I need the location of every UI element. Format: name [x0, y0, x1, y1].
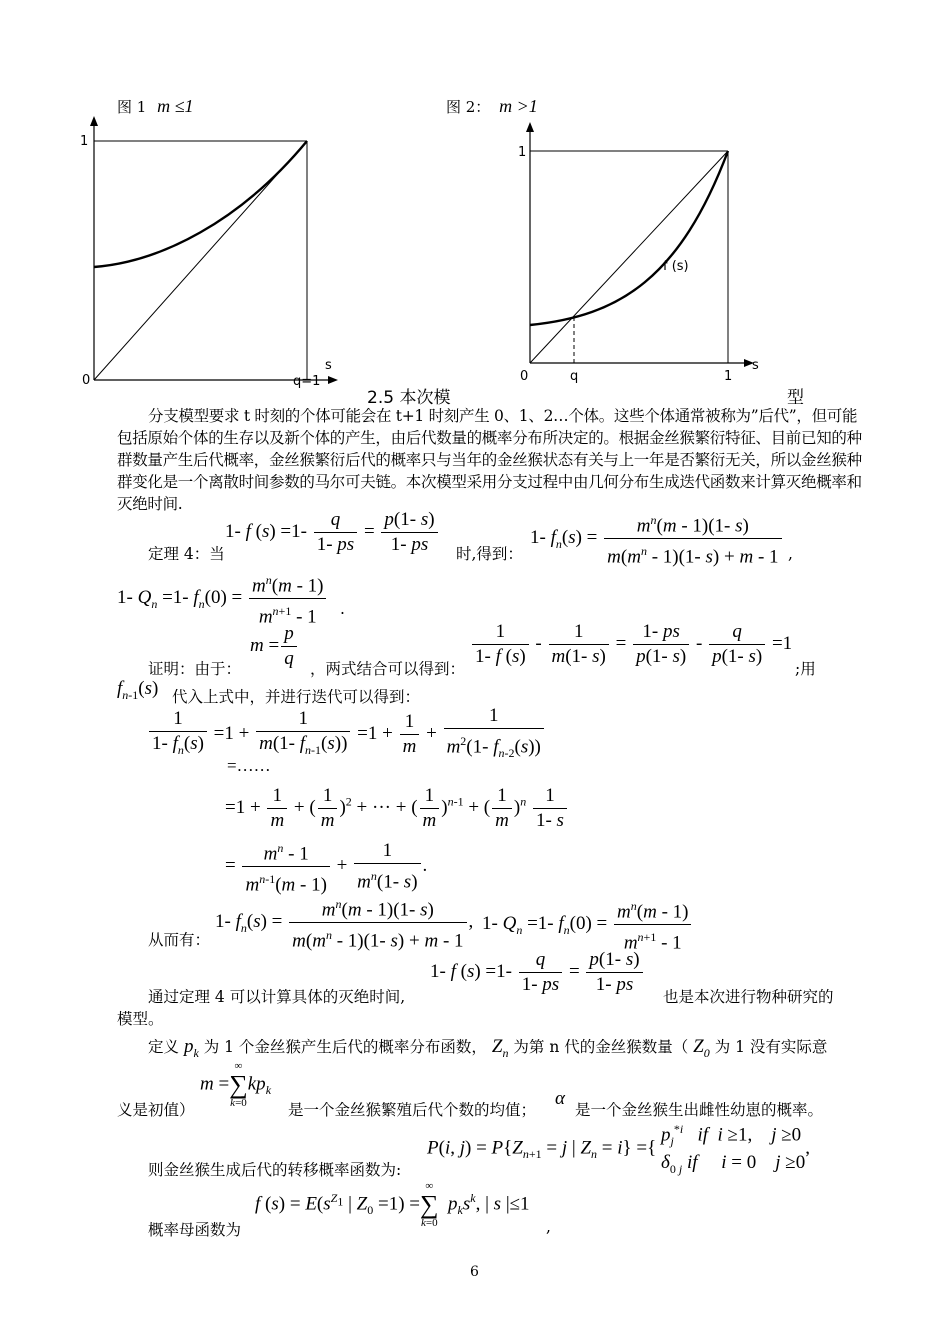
- proof-label: 证明：由于：: [148, 660, 242, 678]
- definition-a: 定义: [148, 1038, 180, 1056]
- figure1-caption-math: m ≤1: [157, 96, 194, 116]
- figure2-fs-curve: [530, 151, 728, 325]
- theorem-mid: 时,得到：: [456, 545, 523, 563]
- figure2-y-arrow: [526, 122, 534, 132]
- pgf-end: ,: [546, 1218, 551, 1236]
- figure1-y-arrow: [90, 116, 98, 126]
- proof-mid: ，两式结合可以得到：: [310, 660, 466, 678]
- definition-alpha: α: [555, 1088, 565, 1109]
- section-heading-right: 型: [787, 388, 804, 408]
- thus-label: 从而有：: [148, 931, 211, 949]
- transition-label: 则金丝猴生成后代的转移概率函数为:: [148, 1161, 402, 1179]
- proof-iteration-3: = $\frac{m^n - 1}{m^{n-1}(m - 1)}$ + $\frac{1}{m^n(1- s)}$ .: [225, 840, 428, 896]
- figure2-plot: [510, 118, 760, 388]
- figure2-caption-prefix: 图 2：: [446, 98, 491, 116]
- figure1-y-tick: 1: [80, 134, 89, 149]
- figure2-curve-label: f (s): [663, 259, 689, 274]
- thus-equation-2: 1- $Q_n =1-$ $f_n(0)$ = $\frac{m^n(m - 1)}{m^{n+1} - 1}$: [482, 894, 693, 956]
- proof-m-equals: m = $\frac{p}{q}$: [250, 622, 299, 671]
- page-number: 6: [470, 1264, 479, 1280]
- definition-g: 是一个金丝猴生出雌性幼崽的概率。: [575, 1101, 824, 1119]
- pgf-label: 概率母函数为: [148, 1221, 242, 1239]
- transition-equation: P(i, $j) = P\{Z_{n+1} = j$ | $Z_n = i$} ={ $p_j^{*i}$ if i ≥1, j ≥0 $\delta_{0 j}$ if i = 0 j ≥0 ,: [427, 1122, 810, 1176]
- definition-e: 义是初值）: [117, 1101, 195, 1119]
- proof-ellipsis: =……: [227, 756, 271, 775]
- proof-iteration-1: $\frac{1}{1- f_n(s)}$ =1 + $\frac{1}{m(1- f_{n-1}(s))}$ =1 + $\frac{1}{m}$ + $\frac{1}{m^2(1- f_{n-2}(s))}$: [147, 704, 546, 765]
- definition-mean-formula: m = ∞ ∑ k=0 $kp_k$: [200, 1060, 272, 1109]
- definition-pk: $p_k$: [183, 1036, 199, 1060]
- conclusion-line2: 模型。: [117, 1010, 164, 1028]
- definition-c: 为第 n 代的金丝猴数量（: [513, 1038, 689, 1056]
- figure1-x-arrow: [328, 376, 338, 384]
- theorem-equation-1: 1- f (s) =1- $\frac{q}{1- ps}$ = $\frac{p(1- s)}{1- ps}$: [225, 508, 440, 557]
- definition-d: 为 1 没有实际意: [714, 1038, 828, 1056]
- figure2-x-label: s: [752, 358, 759, 373]
- theorem-end: ,: [788, 545, 793, 563]
- figure2-x-tick-1: 1: [724, 369, 733, 384]
- proof-f-n-minus-1: $f_{n-1}(s)$: [117, 678, 159, 702]
- proof-combined-equation: $\frac{1}{1- f (s)}$ - $\frac{1}{m(1- s)}$ = $\frac{1- ps}{p(1- s)}$ - $\frac{q}{p(1- s)}$ =1: [470, 620, 792, 669]
- definition-z0: $Z_0$: [693, 1036, 710, 1060]
- paragraph-branching-model: 分支模型要求 t 时刻的个体可能会在 t+1 时刻产生 0、1、2…个体。这些个体通常被称为”后代”，但可能包括原始个体的生存以及新个体的产生，由后代数量的概率分布所决定的。根据金丝猴繁衍特征、目前已知的种群数量产生后代概率，金丝猴繁衍后代的概率只与当年的金丝猴状态有关与上一年是否繁衍无关，所以金丝猴种群变化是一个离散时间参数的马尔可夫链。本次模型采用分支过程中由几何分布生成迭代函数来计算灭绝概率和灭绝时间.: [117, 407, 862, 513]
- figure2-diagonal-line: [530, 151, 728, 363]
- proof-iteration-2: =1 + $\frac{1}{m}$ + ( $\frac{1}{m}$ )$^2$ + ··· + ( $\frac{1}{m}$ )$^{n-1}$ + ( $\frac{1}{m}$ )$^n$ $\frac{1}{1- s}$: [225, 784, 569, 833]
- conclusion-equation: 1- f (s) =1- $\frac{q}{1- ps}$ = $\frac{p(1- s)}{1- ps}$: [430, 948, 645, 997]
- definition-f: 是一个金丝猴繁殖后代个数的均值；: [288, 1101, 537, 1119]
- definition-line-1: [148, 1035, 827, 1061]
- thus-equation-1: 1- $f_n(s)$ = $\frac{m^n(m - 1)(1- s)}{m(m^n - 1)(1- s) + m - 1}$ ,: [215, 897, 474, 952]
- pgf-equation: f $(s) = E(s^{Z_1}$ | $Z_0 =1$) = ∞ ∑ k=0 $p_ks^k$, | s |≤1: [255, 1180, 530, 1229]
- definition-b: 为 1 个金丝猴产生后代的概率分布函数，: [203, 1038, 487, 1056]
- theorem-dot: .: [340, 600, 345, 618]
- figure1-x-label: s: [325, 358, 332, 373]
- proof-next: 代入上式中，并进行迭代可以得到：: [172, 688, 421, 706]
- figure1-origin: 0: [82, 373, 91, 388]
- conclusion-text: 通过定理 4 可以计算具体的灭绝时间,: [148, 988, 406, 1006]
- figure1-caption-prefix: 图 1: [117, 98, 147, 116]
- figure2-y-tick: 1: [518, 145, 527, 160]
- figure2-x-tick-q: q: [570, 369, 579, 384]
- figure1-plot: [70, 112, 340, 394]
- proof-end: ;用: [795, 660, 816, 678]
- figure1-x-tick: q=1: [293, 374, 321, 389]
- theorem-equation-3: 1- $Q_n =1-$ $f_n(0)$ = $\frac{m^n(m - 1)}{m^{n+1} - 1}$: [117, 568, 328, 630]
- figure2-origin: 0: [520, 369, 529, 384]
- section-heading-left: 2.5 本次模: [367, 388, 451, 408]
- definition-zn: $Z_n$: [491, 1036, 509, 1060]
- conclusion-tail: 也是本次进行物种研究的: [663, 988, 834, 1006]
- theorem-equation-2: 1- $f_n(s)$ = $\frac{m^n(m - 1)(1- s)}{m(m^n - 1)(1- s) + m - 1}$: [530, 508, 784, 570]
- figure1-fs-curve: [94, 141, 307, 267]
- figure2-caption: [446, 96, 538, 117]
- figure2-caption-math: m >1: [499, 96, 538, 116]
- theorem-label: 定理 4：当: [148, 545, 225, 563]
